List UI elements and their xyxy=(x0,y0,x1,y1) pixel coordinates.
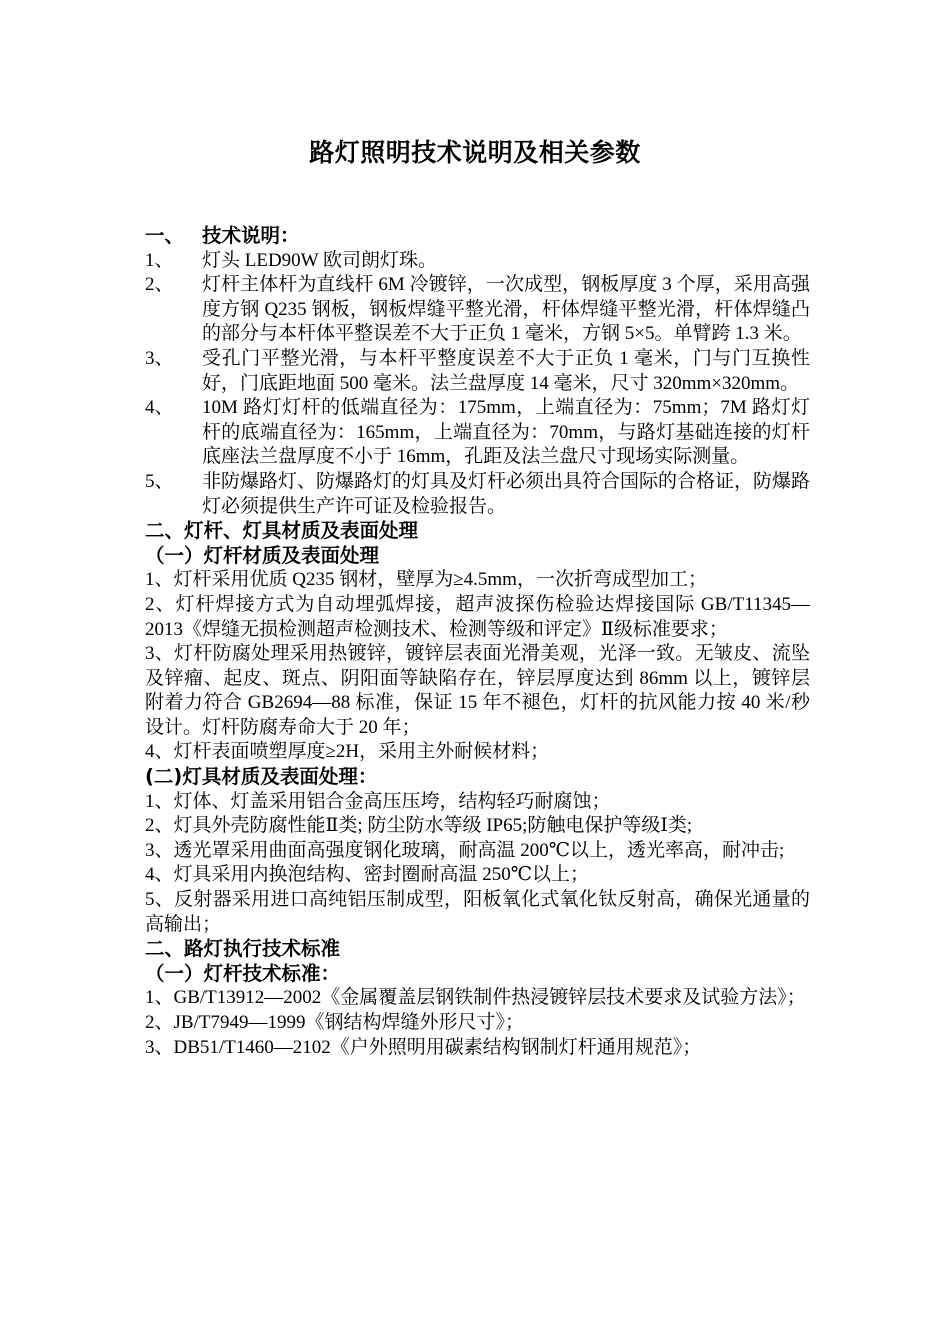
list-item-number: 2、 xyxy=(145,274,174,296)
subsection-heading-pole-materials: （一）灯杆材质及表面处理 xyxy=(145,543,380,567)
section-title: 技术说明： xyxy=(202,224,300,247)
section-heading-standards: 二、路灯执行技术标准 xyxy=(145,937,341,961)
list-item xyxy=(145,470,810,519)
list-item-number: 4、 xyxy=(145,397,174,419)
list-item-text: 10M 路灯灯杆的低端直径为：175mm，上端直径为：75mm；7M 路灯灯杆的底端直径为：165mm，上端直径为：70mm，与路灯基础连接的灯杆底座法兰盘厚度不小于 16mm，孔距及法兰盘尺寸现场实际测量。 xyxy=(202,397,810,468)
paragraph: 3、DB51/T1460—2102《户外照明用碳素结构钢制灯杆通用规范》； xyxy=(145,1036,702,1058)
section-heading-materials: 二、灯杆、灯具材质及表面处理 xyxy=(145,519,419,543)
document-body xyxy=(145,224,810,1060)
list-item-number: 3、 xyxy=(145,347,174,369)
section-number: 一、 xyxy=(145,224,185,247)
paragraph: 1、GB/T13912—2002《金属覆盖层钢铁制件热浸镀锌层技术要求及试验方法》； xyxy=(145,987,806,1009)
list-item-number: 1、 xyxy=(145,249,174,271)
paragraph: 3、灯杆防腐处理采用热镀锌，镀锌层表面光滑美观，光泽一致。无皱皮、流坠及锌瘤、起皮、斑点、阴阳面等缺陷存在，锌层厚度达到 86mm 以上，镀锌层附着力符合 GB2694—88 标准，保证 15 年不褪色，灯杆的抗风能力按 40 米/秒设计。灯杆防腐寿命大于 20 年； xyxy=(145,643,810,738)
list-item-text: 灯头 LED90W 欧司朗灯珠。 xyxy=(202,249,438,271)
list-item xyxy=(145,273,810,347)
list-item-text: 灯杆主体杆为直线杆 6M 冷镀锌，一次成型，钢板厚度 3 个厚，采用高强度方钢 Q235 钢板，钢板焊缝平整光滑，杆体焊缝平整光滑，杆体焊缝凸的部分与本杆体平整误差不大于正负 1 毫米，方钢 5×5。单臂跨 1.3 米。 xyxy=(202,274,810,345)
list-item-text: 受孔门平整光滑，与本杆平整度误差不大于正负 1 毫米，门与门互换性好，门底距地面 500 毫米。法兰盘厚度 14 毫米，尺寸 320mm×320mm。 xyxy=(202,347,810,394)
section-heading-technical xyxy=(145,224,810,249)
paragraph: 2、灯具外壳防腐性能Ⅱ类; 防尘防水等级 IP65;防触电保护等级Ⅰ类; xyxy=(145,815,693,837)
list-item-text: 非防爆路灯、防爆路灯的灯具及灯杆必须出具符合国际的合格证，防爆路灯必须提供生产许可证及检验报告。 xyxy=(202,470,811,517)
paragraph: 2、JB/T7949—1999《钢结构焊缝外形尺寸》； xyxy=(145,1012,524,1033)
paragraph: 1、灯体、灯盖采用铝合金高压压垮，结构轻巧耐腐蚀； xyxy=(145,790,611,812)
paragraph: 1、灯杆采用优质 Q235 钢材，壁厚为≥4.5mm，一次折弯成型加工； xyxy=(145,569,707,591)
document-title: 路灯照明技术说明及相关参数 xyxy=(309,138,641,167)
subsection-heading-pole-standards: （一）灯杆技术标准： xyxy=(145,961,341,985)
list-item-number: 5、 xyxy=(145,470,174,492)
subsection-heading-lamp-materials: (二)灯具材质及表面处理： xyxy=(145,765,378,789)
paragraph: 3、透光罩采用曲面高强度钢化玻璃，耐高温 200℃以上，透光率高，耐冲击; xyxy=(145,839,785,861)
paragraph: 4、灯杆表面喷塑厚度≥2H，采用主外耐候材料； xyxy=(145,741,550,763)
list-item xyxy=(145,347,810,396)
list-item xyxy=(145,396,810,470)
paragraph: 5、反射器采用进口高纯铝压制成型，阳板氧化式氧化钛反射高，确保光通量的高输出； xyxy=(145,889,810,935)
paragraph: 2、灯杆焊接方式为自动埋弧焊接，超声波探伤检验达焊接国际 GB/T11345—2013《焊缝无损检测超声检测技术、检测等级和评定》Ⅱ级标准要求； xyxy=(145,593,810,640)
paragraph: 4、灯具采用内换泡结构、密封圈耐高温 250℃以上； xyxy=(145,864,590,886)
list-item xyxy=(145,249,810,274)
